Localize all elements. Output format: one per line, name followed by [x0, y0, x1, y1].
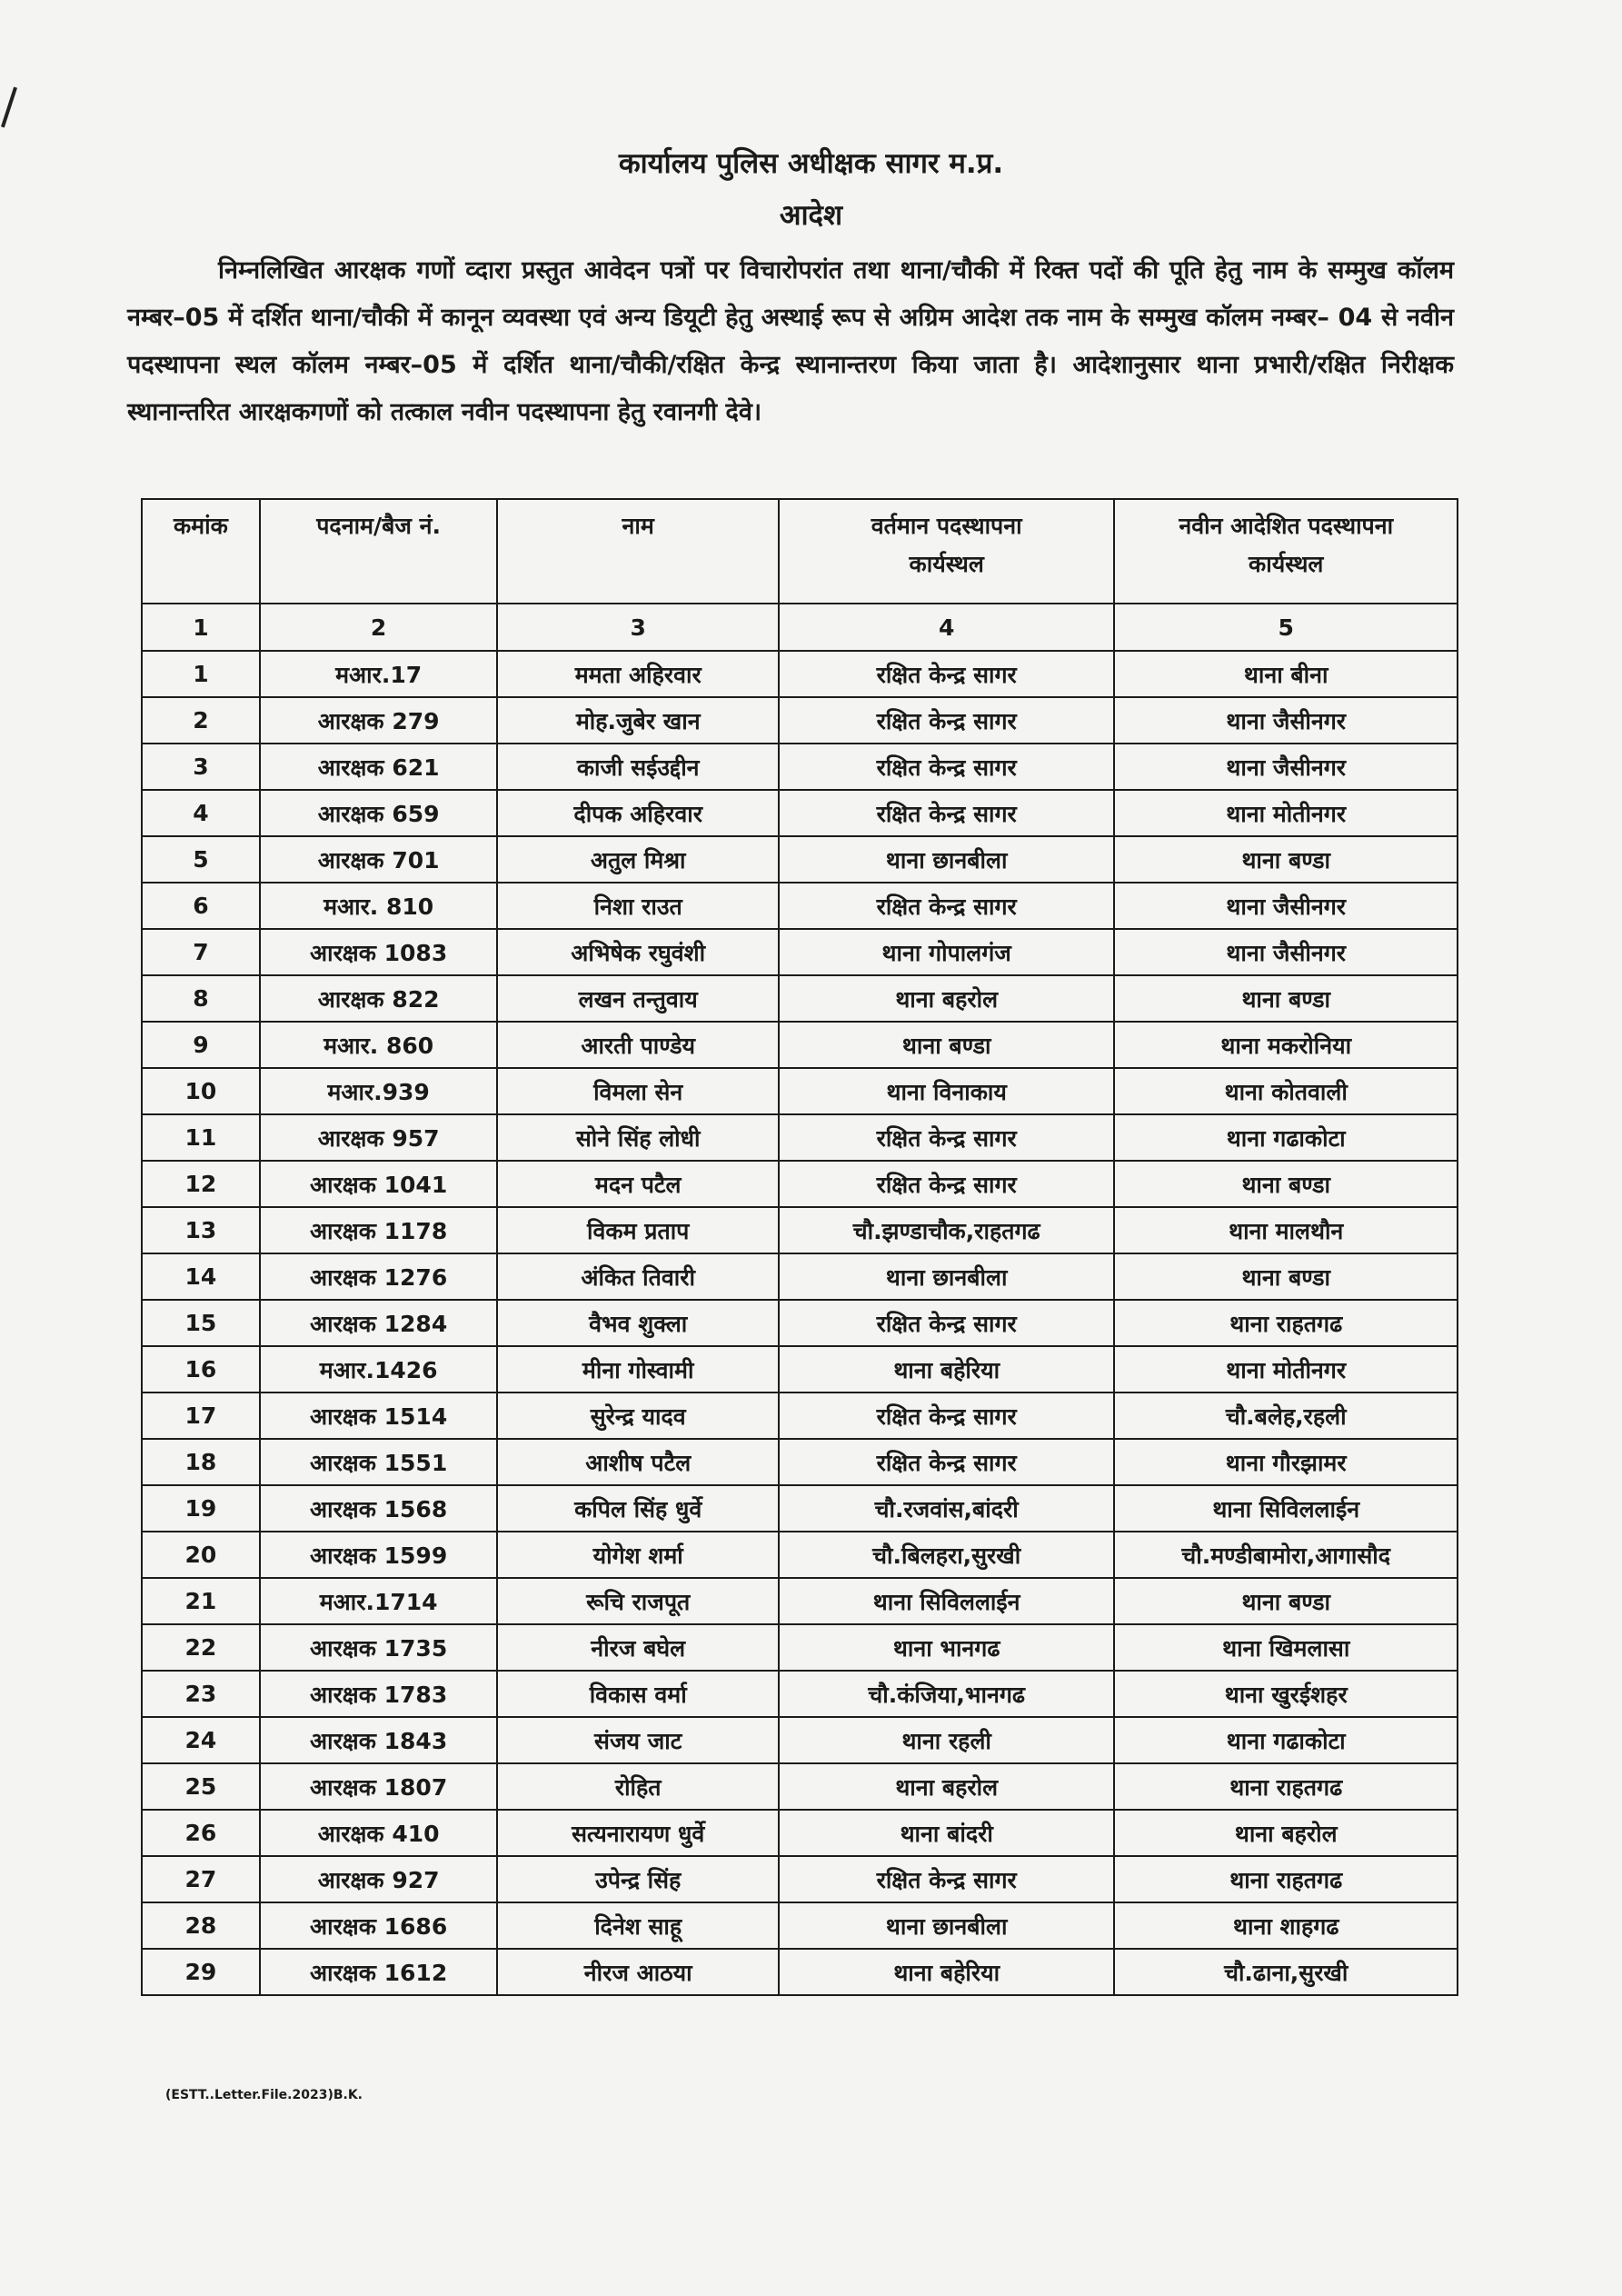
cell-name: दिनेश साहू: [497, 1902, 778, 1949]
cell-serial: 14: [142, 1253, 260, 1300]
cell-name: संजय जाट: [497, 1717, 778, 1763]
cell-new-posting: थाना सिविललाईन: [1114, 1485, 1458, 1532]
cell-name: सोने सिंह लोधी: [497, 1114, 778, 1161]
cell-rank: आरक्षक 1568: [260, 1485, 498, 1532]
cell-current-posting: रक्षित केन्द्र सागर: [779, 1439, 1114, 1485]
table-row: [142, 1161, 1458, 1207]
cell-serial: 6: [142, 883, 260, 929]
cell-new-posting: थाना जैसीनगर: [1114, 744, 1458, 790]
cell-new-posting: थाना बहरोल: [1114, 1810, 1458, 1856]
cell-serial: 25: [142, 1763, 260, 1810]
cell-new-posting: थाना बण्डा: [1114, 1578, 1458, 1624]
cell-serial: 16: [142, 1346, 260, 1393]
cell-new-posting: थाना बण्डा: [1114, 975, 1458, 1022]
cell-serial: 10: [142, 1068, 260, 1114]
table-row: [142, 975, 1458, 1022]
cell-name: नीरज आठया: [497, 1949, 778, 1995]
header-new-line2: कार्यस्थल: [1249, 551, 1324, 577]
cell-new-posting: चौ.ढाना,सुरखी: [1114, 1949, 1458, 1995]
cell-serial: 2: [142, 697, 260, 744]
cell-name: दीपक अहिरवार: [497, 790, 778, 836]
cell-rank: आरक्षक 1284: [260, 1300, 498, 1346]
column-number: 2: [260, 604, 498, 651]
cell-current-posting: रक्षित केन्द्र सागर: [779, 883, 1114, 929]
cell-new-posting: थाना मोतीनगर: [1114, 1346, 1458, 1393]
cell-current-posting: थाना बण्डा: [779, 1022, 1114, 1068]
cell-new-posting: चौ.बलेह,रहली: [1114, 1393, 1458, 1439]
cell-name: मीना गोस्वामी: [497, 1346, 778, 1393]
cell-serial: 17: [142, 1393, 260, 1439]
cell-new-posting: चौ.मण्डीबामोरा,आगासौद: [1114, 1532, 1458, 1578]
cell-current-posting: रक्षित केन्द्र सागर: [779, 790, 1114, 836]
cell-name: विकम प्रताप: [497, 1207, 778, 1253]
cell-rank: आरक्षक 1612: [260, 1949, 498, 1995]
cell-name: काजी सईउद्दीन: [497, 744, 778, 790]
cell-name: सत्यनारायण धुर्वे: [497, 1810, 778, 1856]
cell-name: मदन पटैल: [497, 1161, 778, 1207]
cell-new-posting: थाना मोतीनगर: [1114, 790, 1458, 836]
cell-rank: आरक्षक 1843: [260, 1717, 498, 1763]
cell-current-posting: चौ.बिलहरा,सुरखी: [779, 1532, 1114, 1578]
table-row: [142, 929, 1458, 975]
cell-serial: 22: [142, 1624, 260, 1671]
table-header-row: [142, 499, 1458, 604]
cell-serial: 13: [142, 1207, 260, 1253]
transfer-table: [141, 498, 1458, 1996]
cell-new-posting: थाना खुरईशहर: [1114, 1671, 1458, 1717]
table-row: [142, 1253, 1458, 1300]
header-name: नाम: [497, 499, 778, 604]
header-serial: कमांक: [142, 499, 260, 604]
cell-name: कपिल सिंह धुर्वे: [497, 1485, 778, 1532]
cell-new-posting: थाना जैसीनगर: [1114, 929, 1458, 975]
cell-serial: 18: [142, 1439, 260, 1485]
cell-rank: आरक्षक 279: [260, 697, 498, 744]
cell-current-posting: थाना छानबीला: [779, 1253, 1114, 1300]
cell-rank: मआर. 860: [260, 1022, 498, 1068]
cell-serial: 4: [142, 790, 260, 836]
cell-current-posting: थाना छानबीला: [779, 836, 1114, 883]
table-row: [142, 1485, 1458, 1532]
table-row: [142, 1624, 1458, 1671]
order-heading: आदेश: [779, 199, 843, 232]
table-row: [142, 1068, 1458, 1114]
cell-rank: आरक्षक 1178: [260, 1207, 498, 1253]
cell-new-posting: थाना शाहगढ: [1114, 1902, 1458, 1949]
cell-name: उपेन्द्र सिंह: [497, 1856, 778, 1902]
cell-serial: 5: [142, 836, 260, 883]
table-body: [142, 651, 1458, 1995]
table-row: [142, 1300, 1458, 1346]
cell-current-posting: रक्षित केन्द्र सागर: [779, 744, 1114, 790]
cell-serial: 15: [142, 1300, 260, 1346]
cell-new-posting: थाना गढाकोटा: [1114, 1717, 1458, 1763]
cell-name: मोह.जुबेर खान: [497, 697, 778, 744]
cell-rank: मआर. 810: [260, 883, 498, 929]
cell-name: अंकित तिवारी: [497, 1253, 778, 1300]
cell-current-posting: थाना विनाकाय: [779, 1068, 1114, 1114]
column-number-row: [142, 604, 1458, 651]
cell-serial: 21: [142, 1578, 260, 1624]
column-number: 4: [779, 604, 1114, 651]
cell-name: ममता अहिरवार: [497, 651, 778, 697]
cell-serial: 20: [142, 1532, 260, 1578]
cell-current-posting: रक्षित केन्द्र सागर: [779, 651, 1114, 697]
cell-name: लखन तन्तुवाय: [497, 975, 778, 1022]
cell-rank: आरक्षक 1735: [260, 1624, 498, 1671]
cell-serial: 7: [142, 929, 260, 975]
table-row: [142, 1022, 1458, 1068]
cell-current-posting: थाना बहरोल: [779, 1763, 1114, 1810]
cell-rank: आरक्षक 1551: [260, 1439, 498, 1485]
cell-current-posting: रक्षित केन्द्र सागर: [779, 1300, 1114, 1346]
cell-rank: आरक्षक 1599: [260, 1532, 498, 1578]
cell-new-posting: थाना जैसीनगर: [1114, 697, 1458, 744]
cell-rank: मआर.939: [260, 1068, 498, 1114]
table-row: [142, 1856, 1458, 1902]
cell-rank: आरक्षक 1276: [260, 1253, 498, 1300]
column-number: 3: [497, 604, 778, 651]
table-row: [142, 836, 1458, 883]
table-row: [142, 1439, 1458, 1485]
table-row: [142, 1717, 1458, 1763]
table-row: [142, 1114, 1458, 1161]
cell-current-posting: चौ.रजवांस,बांदरी: [779, 1485, 1114, 1532]
table-row: [142, 1532, 1458, 1578]
cell-current-posting: थाना रहली: [779, 1717, 1114, 1763]
office-heading: कार्यालय पुलिस अधीक्षक सागर म.प्र.: [618, 147, 1004, 180]
cell-serial: 11: [142, 1114, 260, 1161]
cell-name: अतुल मिश्रा: [497, 836, 778, 883]
cell-new-posting: थाना गौरझामर: [1114, 1439, 1458, 1485]
cell-current-posting: रक्षित केन्द्र सागर: [779, 1114, 1114, 1161]
cell-new-posting: थाना बीना: [1114, 651, 1458, 697]
cell-current-posting: थाना छानबीला: [779, 1902, 1114, 1949]
cell-rank: आरक्षक 701: [260, 836, 498, 883]
cell-rank: आरक्षक 1041: [260, 1161, 498, 1207]
cell-current-posting: थाना गोपालगंज: [779, 929, 1114, 975]
header-new-line1: नवीन आदेशित पदस्थापना: [1179, 513, 1394, 539]
cell-name: रोहित: [497, 1763, 778, 1810]
cell-serial: 1: [142, 651, 260, 697]
cell-new-posting: थाना गढाकोटा: [1114, 1114, 1458, 1161]
cell-name: नीरज बघेल: [497, 1624, 778, 1671]
cell-new-posting: थाना राहतगढ: [1114, 1763, 1458, 1810]
header-rank: पदनाम/बैज नं.: [260, 499, 498, 604]
cell-new-posting: थाना राहतगढ: [1114, 1856, 1458, 1902]
table-row: [142, 1578, 1458, 1624]
cell-serial: 12: [142, 1161, 260, 1207]
cell-current-posting: थाना बहरोल: [779, 975, 1114, 1022]
table-row: [142, 790, 1458, 836]
cell-name: अभिषेक रघुवंशी: [497, 929, 778, 975]
cell-current-posting: रक्षित केन्द्र सागर: [779, 1856, 1114, 1902]
cell-new-posting: थाना राहतगढ: [1114, 1300, 1458, 1346]
cell-name: योगेश शर्मा: [497, 1532, 778, 1578]
order-body-text: निम्नलिखित आरक्षक गणों व्दारा प्रस्तुत आवेदन पत्रों पर विचारोपरांत तथा थाना/चौकी में रिक्त पदों की पूति हेतु नाम के सम्मुख कॉलम नम्बर–05 में दर्शित थाना/चौकी में कानून व्यवस्था एवं अन्य डियूटी हेतु अस्थाई रूप से अग्रिम आदेश तक नाम के सम्मुख कॉलम नम्बर– 04 से नवीन पदस्थापना स्थल कॉलम नम्बर–05 में दर्शित थाना/चौकी/रक्षित केन्द्र स्थानान्तरण किया जाता है। आदेशानुसार थाना प्रभारी/रक्षित निरीक्षक स्थानान्तरित आरक्षकगणों को तत्काल नवीन पदस्थापना हेतु रवानगी देवे।: [127, 256, 1454, 426]
cell-serial: 24: [142, 1717, 260, 1763]
cell-current-posting: थाना बहेरिया: [779, 1346, 1114, 1393]
cell-new-posting: थाना मकरोनिया: [1114, 1022, 1458, 1068]
cell-serial: 9: [142, 1022, 260, 1068]
cell-rank: आरक्षक 957: [260, 1114, 498, 1161]
table-row: [142, 651, 1458, 697]
table-row: [142, 1949, 1458, 1995]
cell-rank: आरक्षक 1686: [260, 1902, 498, 1949]
cell-rank: आरक्षक 1083: [260, 929, 498, 975]
cell-new-posting: थाना बण्डा: [1114, 836, 1458, 883]
table-row: [142, 744, 1458, 790]
cell-rank: आरक्षक 822: [260, 975, 498, 1022]
cell-serial: 19: [142, 1485, 260, 1532]
cell-serial: 27: [142, 1856, 260, 1902]
table-row: [142, 1207, 1458, 1253]
table-row: [142, 697, 1458, 744]
header-current-posting: [779, 499, 1114, 604]
cell-rank: आरक्षक 659: [260, 790, 498, 836]
table-row: [142, 1346, 1458, 1393]
table-row: [142, 1671, 1458, 1717]
cell-name: रूचि राजपूत: [497, 1578, 778, 1624]
cell-name: आशीष पटैल: [497, 1439, 778, 1485]
cell-current-posting: थाना बांदरी: [779, 1810, 1114, 1856]
table-row: [142, 883, 1458, 929]
cell-serial: 23: [142, 1671, 260, 1717]
cell-rank: आरक्षक 1807: [260, 1763, 498, 1810]
cell-rank: आरक्षक 927: [260, 1856, 498, 1902]
cell-serial: 29: [142, 1949, 260, 1995]
table-row: [142, 1810, 1458, 1856]
cell-serial: 28: [142, 1902, 260, 1949]
cell-rank: आरक्षक 1514: [260, 1393, 498, 1439]
cell-serial: 8: [142, 975, 260, 1022]
table-row: [142, 1902, 1458, 1949]
cell-name: विमला सेन: [497, 1068, 778, 1114]
column-number: 5: [1114, 604, 1458, 651]
header-current-line2: कार्यस्थल: [909, 551, 984, 577]
cell-current-posting: थाना सिविललाईन: [779, 1578, 1114, 1624]
header-new-posting: [1114, 499, 1458, 604]
cell-rank: मआर.1426: [260, 1346, 498, 1393]
cell-current-posting: रक्षित केन्द्र सागर: [779, 1161, 1114, 1207]
cell-rank: आरक्षक 621: [260, 744, 498, 790]
pen-mark: [1, 87, 17, 128]
cell-rank: मआर.17: [260, 651, 498, 697]
cell-new-posting: थाना कोतवाली: [1114, 1068, 1458, 1114]
cell-rank: आरक्षक 1783: [260, 1671, 498, 1717]
cell-name: आरती पाण्डेय: [497, 1022, 778, 1068]
cell-name: सुरेन्द्र यादव: [497, 1393, 778, 1439]
header-current-line1: वर्तमान पदस्थापना: [871, 513, 1022, 539]
file-reference: (ESTT..Letter.File.2023)B.K.: [165, 2088, 363, 2102]
cell-current-posting: रक्षित केन्द्र सागर: [779, 1393, 1114, 1439]
cell-new-posting: थाना जैसीनगर: [1114, 883, 1458, 929]
cell-current-posting: चौ.कंजिया,भानगढ: [779, 1671, 1114, 1717]
cell-current-posting: थाना भानगढ: [779, 1624, 1114, 1671]
cell-new-posting: थाना बण्डा: [1114, 1161, 1458, 1207]
table-row: [142, 1393, 1458, 1439]
table-row: [142, 1763, 1458, 1810]
cell-name: निशा राउत: [497, 883, 778, 929]
cell-new-posting: थाना मालथौन: [1114, 1207, 1458, 1253]
cell-new-posting: थाना खिमलासा: [1114, 1624, 1458, 1671]
cell-serial: 3: [142, 744, 260, 790]
cell-current-posting: रक्षित केन्द्र सागर: [779, 697, 1114, 744]
cell-serial: 26: [142, 1810, 260, 1856]
cell-name: विकास वर्मा: [497, 1671, 778, 1717]
cell-name: वैभव शुक्ला: [497, 1300, 778, 1346]
cell-rank: आरक्षक 410: [260, 1810, 498, 1856]
column-number: 1: [142, 604, 260, 651]
cell-current-posting: थाना बहेरिया: [779, 1949, 1114, 1995]
cell-current-posting: चौ.झण्डाचौक,राहतगढ: [779, 1207, 1114, 1253]
cell-rank: मआर.1714: [260, 1578, 498, 1624]
cell-new-posting: थाना बण्डा: [1114, 1253, 1458, 1300]
